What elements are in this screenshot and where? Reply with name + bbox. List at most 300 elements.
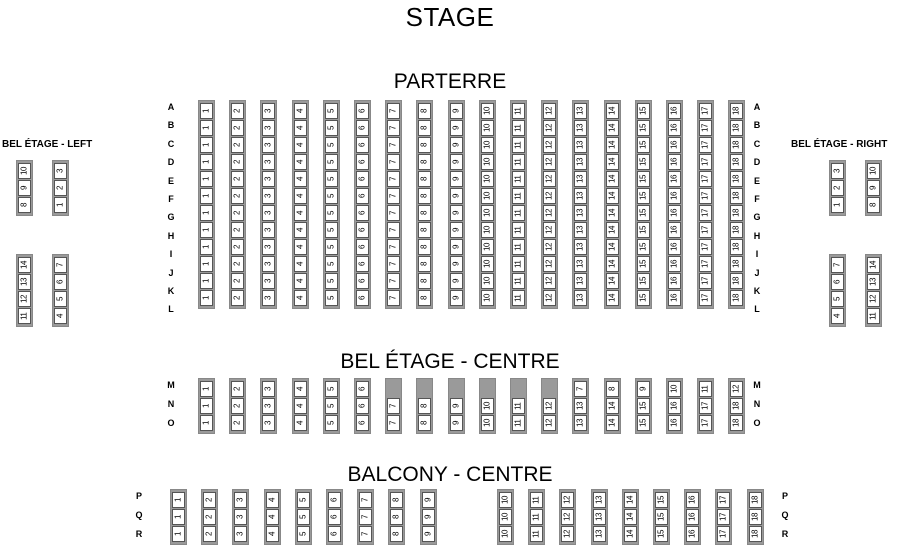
seat[interactable]: 2 <box>231 239 244 255</box>
seat[interactable]: 14 <box>606 415 619 431</box>
seat[interactable]: 2 <box>231 415 244 431</box>
seat[interactable]: 2 <box>231 256 244 272</box>
seat[interactable]: 6 <box>328 526 341 542</box>
seat[interactable]: 7 <box>387 415 400 431</box>
seat[interactable]: 4 <box>294 103 307 119</box>
seat[interactable]: 17 <box>699 222 712 238</box>
seat[interactable]: 5 <box>325 381 338 397</box>
seat[interactable]: 16 <box>686 492 699 508</box>
seat[interactable]: 18 <box>730 171 743 187</box>
seat[interactable]: 4 <box>294 171 307 187</box>
seat[interactable]: 8 <box>418 103 431 119</box>
seat[interactable]: 12 <box>543 415 556 431</box>
seat[interactable]: 2 <box>231 154 244 170</box>
seat[interactable]: 10 <box>481 120 494 136</box>
seat[interactable]: 10 <box>481 188 494 204</box>
seat[interactable]: 5 <box>54 291 67 307</box>
seat[interactable]: 2 <box>203 509 216 525</box>
seat[interactable]: 17 <box>717 492 730 508</box>
seat[interactable]: 13 <box>574 239 587 255</box>
seat[interactable]: 7 <box>387 205 400 221</box>
seat[interactable]: 3 <box>262 239 275 255</box>
seat[interactable]: 9 <box>450 171 463 187</box>
seat[interactable]: 15 <box>637 137 650 153</box>
seat[interactable]: 1 <box>200 398 213 414</box>
seat[interactable]: 1 <box>54 197 67 213</box>
seat[interactable]: 9 <box>450 188 463 204</box>
seat[interactable]: 11 <box>530 526 543 542</box>
seat[interactable]: 10 <box>481 171 494 187</box>
seat[interactable]: 18 <box>730 398 743 414</box>
seat[interactable]: 13 <box>867 274 880 290</box>
seat[interactable]: 14 <box>18 257 31 273</box>
seat[interactable]: 11 <box>512 398 525 414</box>
seat[interactable]: 17 <box>699 415 712 431</box>
seat[interactable]: 3 <box>262 381 275 397</box>
seat[interactable]: 13 <box>574 398 587 414</box>
seat[interactable]: 15 <box>637 171 650 187</box>
seat[interactable]: 9 <box>450 239 463 255</box>
seat[interactable]: 5 <box>297 526 310 542</box>
seat[interactable]: 1 <box>200 256 213 272</box>
seat[interactable]: 5 <box>325 103 338 119</box>
seat[interactable]: 5 <box>325 398 338 414</box>
seat[interactable]: 1 <box>200 188 213 204</box>
seat[interactable]: 12 <box>543 239 556 255</box>
seat[interactable]: 14 <box>867 257 880 273</box>
seat[interactable]: 15 <box>637 154 650 170</box>
seat[interactable]: 8 <box>606 381 619 397</box>
seat[interactable]: 4 <box>294 290 307 306</box>
seat[interactable]: 7 <box>54 257 67 273</box>
seat[interactable]: 16 <box>668 415 681 431</box>
seat[interactable]: 13 <box>574 171 587 187</box>
seat[interactable]: 1 <box>172 509 185 525</box>
seat[interactable]: 6 <box>356 290 369 306</box>
seat[interactable]: 2 <box>231 137 244 153</box>
seat[interactable]: 13 <box>574 137 587 153</box>
seat[interactable]: 12 <box>543 205 556 221</box>
seat[interactable]: 4 <box>831 308 844 324</box>
seat[interactable]: 16 <box>668 273 681 289</box>
seat[interactable]: 7 <box>387 171 400 187</box>
seat[interactable]: 7 <box>387 222 400 238</box>
seat[interactable]: 13 <box>574 188 587 204</box>
seat[interactable]: 11 <box>512 205 525 221</box>
seat[interactable]: 4 <box>294 120 307 136</box>
seat[interactable]: 14 <box>624 509 637 525</box>
seat[interactable]: 1 <box>172 526 185 542</box>
seat[interactable]: 3 <box>262 222 275 238</box>
seat[interactable]: 5 <box>831 291 844 307</box>
seat[interactable]: 17 <box>699 137 712 153</box>
seat[interactable]: 15 <box>655 526 668 542</box>
seat[interactable]: 14 <box>606 398 619 414</box>
seat[interactable]: 1 <box>200 239 213 255</box>
seat[interactable]: 4 <box>266 492 279 508</box>
seat[interactable]: 16 <box>668 103 681 119</box>
seat[interactable]: 8 <box>418 239 431 255</box>
seat[interactable]: 8 <box>418 256 431 272</box>
seat[interactable]: 18 <box>730 137 743 153</box>
seat[interactable]: 2 <box>231 381 244 397</box>
seat[interactable]: 5 <box>325 256 338 272</box>
seat[interactable]: 3 <box>262 137 275 153</box>
seat[interactable]: 14 <box>606 256 619 272</box>
seat[interactable]: 11 <box>530 492 543 508</box>
seat[interactable]: 5 <box>297 509 310 525</box>
seat[interactable]: 11 <box>512 290 525 306</box>
seat[interactable]: 11 <box>512 273 525 289</box>
seat[interactable]: 11 <box>512 120 525 136</box>
seat[interactable]: 1 <box>200 154 213 170</box>
seat[interactable]: 11 <box>18 308 31 324</box>
seat[interactable]: 14 <box>606 188 619 204</box>
seat[interactable]: 3 <box>262 120 275 136</box>
seat[interactable]: 8 <box>418 290 431 306</box>
seat[interactable]: 15 <box>637 398 650 414</box>
seat[interactable]: 6 <box>356 103 369 119</box>
seat[interactable]: 6 <box>356 239 369 255</box>
seat[interactable]: 16 <box>668 188 681 204</box>
seat[interactable]: 7 <box>387 239 400 255</box>
seat[interactable]: 15 <box>637 103 650 119</box>
seat[interactable]: 18 <box>730 256 743 272</box>
seat[interactable]: 12 <box>867 291 880 307</box>
seat[interactable]: 9 <box>450 273 463 289</box>
seat[interactable]: 13 <box>593 492 606 508</box>
seat[interactable]: 17 <box>699 273 712 289</box>
seat[interactable]: 13 <box>574 415 587 431</box>
seat[interactable]: 14 <box>606 273 619 289</box>
seat[interactable]: 3 <box>234 526 247 542</box>
seat[interactable]: 17 <box>699 205 712 221</box>
seat[interactable]: 8 <box>418 120 431 136</box>
seat[interactable]: 11 <box>512 188 525 204</box>
seat[interactable]: 2 <box>231 120 244 136</box>
seat[interactable]: 6 <box>356 381 369 397</box>
seat[interactable]: 7 <box>387 188 400 204</box>
seat[interactable]: 17 <box>699 256 712 272</box>
seat[interactable]: 12 <box>543 137 556 153</box>
seat[interactable]: 1 <box>200 103 213 119</box>
seat[interactable]: 10 <box>668 381 681 397</box>
seat[interactable]: 18 <box>749 509 762 525</box>
seat[interactable]: 10 <box>481 137 494 153</box>
seat[interactable]: 7 <box>387 120 400 136</box>
seat[interactable]: 9 <box>450 256 463 272</box>
seat[interactable]: 9 <box>450 103 463 119</box>
seat[interactable]: 17 <box>699 171 712 187</box>
seat[interactable]: 7 <box>387 290 400 306</box>
seat[interactable]: 17 <box>717 526 730 542</box>
seat[interactable]: 10 <box>481 256 494 272</box>
seat[interactable]: 6 <box>356 415 369 431</box>
seat[interactable]: 8 <box>390 492 403 508</box>
seat[interactable]: 14 <box>606 154 619 170</box>
seat[interactable]: 11 <box>867 308 880 324</box>
seat[interactable]: 16 <box>668 239 681 255</box>
seat[interactable]: 14 <box>624 526 637 542</box>
seat[interactable]: 8 <box>418 398 431 414</box>
seat[interactable]: 17 <box>699 188 712 204</box>
seat[interactable]: 10 <box>481 290 494 306</box>
seat[interactable]: 18 <box>730 188 743 204</box>
seat[interactable]: 3 <box>262 103 275 119</box>
seat[interactable]: 7 <box>574 381 587 397</box>
seat[interactable]: 2 <box>231 222 244 238</box>
seat[interactable]: 13 <box>574 256 587 272</box>
seat[interactable]: 18 <box>730 290 743 306</box>
seat[interactable]: 13 <box>574 103 587 119</box>
seat[interactable]: 4 <box>294 398 307 414</box>
seat[interactable]: 17 <box>699 103 712 119</box>
seat[interactable]: 6 <box>356 273 369 289</box>
seat[interactable]: 17 <box>699 398 712 414</box>
seat[interactable]: 7 <box>831 257 844 273</box>
seat[interactable]: 12 <box>543 290 556 306</box>
seat[interactable]: 6 <box>356 137 369 153</box>
seat[interactable]: 5 <box>325 171 338 187</box>
seat[interactable]: 4 <box>266 509 279 525</box>
seat[interactable]: 7 <box>359 526 372 542</box>
seat[interactable]: 9 <box>450 222 463 238</box>
seat[interactable]: 13 <box>574 154 587 170</box>
seat[interactable]: 14 <box>606 137 619 153</box>
seat[interactable]: 10 <box>867 163 880 179</box>
seat[interactable]: 5 <box>325 120 338 136</box>
seat[interactable]: 12 <box>543 103 556 119</box>
seat[interactable]: 18 <box>730 120 743 136</box>
seat[interactable]: 16 <box>668 290 681 306</box>
seat[interactable]: 3 <box>234 509 247 525</box>
seat[interactable]: 3 <box>262 154 275 170</box>
seat[interactable]: 8 <box>418 171 431 187</box>
seat[interactable]: 10 <box>481 415 494 431</box>
seat[interactable]: 15 <box>637 273 650 289</box>
seat[interactable]: 13 <box>574 290 587 306</box>
seat[interactable]: 10 <box>18 163 31 179</box>
seat[interactable]: 5 <box>325 415 338 431</box>
seat[interactable]: 12 <box>561 509 574 525</box>
seat[interactable]: 8 <box>418 154 431 170</box>
seat[interactable]: 3 <box>831 163 844 179</box>
seat[interactable]: 7 <box>387 137 400 153</box>
seat[interactable]: 1 <box>200 171 213 187</box>
seat[interactable]: 15 <box>637 222 650 238</box>
seat[interactable]: 5 <box>325 273 338 289</box>
seat[interactable]: 8 <box>418 205 431 221</box>
seat[interactable]: 8 <box>418 415 431 431</box>
seat[interactable]: 4 <box>266 526 279 542</box>
seat[interactable]: 16 <box>686 509 699 525</box>
seat[interactable]: 2 <box>231 188 244 204</box>
seat[interactable]: 5 <box>325 137 338 153</box>
seat[interactable]: 8 <box>390 509 403 525</box>
seat[interactable]: 15 <box>655 492 668 508</box>
seat[interactable]: 14 <box>624 492 637 508</box>
seat[interactable]: 7 <box>387 398 400 414</box>
seat[interactable]: 3 <box>262 398 275 414</box>
seat[interactable]: 18 <box>749 492 762 508</box>
seat[interactable]: 13 <box>574 222 587 238</box>
seat[interactable]: 10 <box>481 222 494 238</box>
seat[interactable]: 13 <box>593 509 606 525</box>
seat[interactable]: 7 <box>359 509 372 525</box>
seat[interactable]: 8 <box>418 273 431 289</box>
seat[interactable]: 11 <box>512 103 525 119</box>
seat[interactable]: 14 <box>606 290 619 306</box>
seat[interactable]: 6 <box>328 509 341 525</box>
seat[interactable]: 12 <box>543 188 556 204</box>
seat[interactable]: 6 <box>54 274 67 290</box>
seat[interactable]: 5 <box>325 154 338 170</box>
seat[interactable]: 4 <box>294 381 307 397</box>
seat[interactable]: 6 <box>356 222 369 238</box>
seat[interactable]: 4 <box>294 154 307 170</box>
seat[interactable]: 9 <box>867 180 880 196</box>
seat[interactable]: 12 <box>18 291 31 307</box>
seat[interactable]: 14 <box>606 222 619 238</box>
seat[interactable]: 4 <box>294 137 307 153</box>
seat[interactable]: 7 <box>387 256 400 272</box>
seat[interactable]: 3 <box>262 188 275 204</box>
seat[interactable]: 6 <box>356 188 369 204</box>
seat[interactable]: 10 <box>481 398 494 414</box>
seat[interactable]: 9 <box>450 205 463 221</box>
seat[interactable]: 3 <box>262 290 275 306</box>
seat[interactable]: 1 <box>200 273 213 289</box>
seat[interactable]: 3 <box>262 256 275 272</box>
seat[interactable]: 4 <box>294 273 307 289</box>
seat[interactable]: 9 <box>422 492 435 508</box>
seat[interactable]: 8 <box>390 526 403 542</box>
seat[interactable]: 9 <box>422 526 435 542</box>
seat[interactable]: 12 <box>561 526 574 542</box>
seat[interactable]: 18 <box>730 273 743 289</box>
seat[interactable]: 1 <box>200 205 213 221</box>
seat[interactable]: 7 <box>387 273 400 289</box>
seat[interactable]: 17 <box>699 120 712 136</box>
seat[interactable]: 1 <box>200 381 213 397</box>
seat[interactable]: 10 <box>481 205 494 221</box>
seat[interactable]: 6 <box>328 492 341 508</box>
seat[interactable]: 15 <box>637 120 650 136</box>
seat[interactable]: 9 <box>450 290 463 306</box>
seat[interactable]: 9 <box>450 120 463 136</box>
seat[interactable]: 14 <box>606 120 619 136</box>
seat[interactable]: 5 <box>325 222 338 238</box>
seat[interactable]: 10 <box>481 154 494 170</box>
seat[interactable]: 7 <box>359 492 372 508</box>
seat[interactable]: 4 <box>294 188 307 204</box>
seat[interactable]: 11 <box>512 415 525 431</box>
seat[interactable]: 3 <box>262 273 275 289</box>
seat[interactable]: 18 <box>730 154 743 170</box>
seat[interactable]: 17 <box>699 239 712 255</box>
seat[interactable]: 8 <box>867 197 880 213</box>
seat[interactable]: 4 <box>294 222 307 238</box>
seat[interactable]: 18 <box>730 222 743 238</box>
seat[interactable]: 6 <box>356 120 369 136</box>
seat[interactable]: 9 <box>450 137 463 153</box>
seat[interactable]: 17 <box>699 154 712 170</box>
seat[interactable]: 1 <box>172 492 185 508</box>
seat[interactable]: 9 <box>422 509 435 525</box>
seat[interactable]: 6 <box>356 171 369 187</box>
seat[interactable]: 10 <box>481 239 494 255</box>
seat[interactable]: 15 <box>637 415 650 431</box>
seat[interactable]: 14 <box>606 171 619 187</box>
seat[interactable]: 11 <box>512 154 525 170</box>
seat[interactable]: 13 <box>593 526 606 542</box>
seat[interactable]: 10 <box>481 273 494 289</box>
seat[interactable]: 16 <box>668 398 681 414</box>
seat[interactable]: 5 <box>297 492 310 508</box>
seat[interactable]: 3 <box>262 415 275 431</box>
seat[interactable]: 13 <box>18 274 31 290</box>
seat[interactable]: 14 <box>606 239 619 255</box>
seat[interactable]: 12 <box>543 256 556 272</box>
seat[interactable]: 6 <box>356 154 369 170</box>
seat[interactable]: 2 <box>203 526 216 542</box>
seat[interactable]: 15 <box>637 290 650 306</box>
seat[interactable]: 11 <box>699 381 712 397</box>
seat[interactable]: 16 <box>668 256 681 272</box>
seat[interactable]: 5 <box>325 205 338 221</box>
seat[interactable]: 5 <box>325 188 338 204</box>
seat[interactable]: 18 <box>730 205 743 221</box>
seat[interactable]: 15 <box>637 188 650 204</box>
seat[interactable]: 2 <box>831 180 844 196</box>
seat[interactable]: 11 <box>530 509 543 525</box>
seat[interactable]: 1 <box>200 222 213 238</box>
seat[interactable]: 2 <box>231 398 244 414</box>
seat[interactable]: 16 <box>686 526 699 542</box>
seat[interactable]: 16 <box>668 154 681 170</box>
seat[interactable]: 12 <box>543 154 556 170</box>
seat[interactable]: 6 <box>831 274 844 290</box>
seat[interactable]: 12 <box>543 398 556 414</box>
seat[interactable]: 2 <box>54 180 67 196</box>
seat[interactable]: 11 <box>512 256 525 272</box>
seat[interactable]: 3 <box>262 171 275 187</box>
seat[interactable]: 4 <box>54 308 67 324</box>
seat[interactable]: 5 <box>325 239 338 255</box>
seat[interactable]: 13 <box>574 205 587 221</box>
seat[interactable]: 11 <box>512 171 525 187</box>
seat[interactable]: 3 <box>262 205 275 221</box>
seat[interactable]: 9 <box>637 381 650 397</box>
seat[interactable]: 16 <box>668 137 681 153</box>
seat[interactable]: 7 <box>387 154 400 170</box>
seat[interactable]: 12 <box>543 222 556 238</box>
seat[interactable]: 17 <box>717 509 730 525</box>
seat[interactable]: 4 <box>294 256 307 272</box>
seat[interactable]: 10 <box>499 492 512 508</box>
seat[interactable]: 2 <box>231 205 244 221</box>
seat[interactable]: 18 <box>730 103 743 119</box>
seat[interactable]: 4 <box>294 239 307 255</box>
seat[interactable]: 16 <box>668 171 681 187</box>
seat[interactable]: 9 <box>450 398 463 414</box>
seat[interactable]: 12 <box>561 492 574 508</box>
seat[interactable]: 9 <box>18 180 31 196</box>
seat[interactable]: 16 <box>668 222 681 238</box>
seat[interactable]: 10 <box>481 103 494 119</box>
seat[interactable]: 16 <box>668 120 681 136</box>
seat[interactable]: 14 <box>606 103 619 119</box>
